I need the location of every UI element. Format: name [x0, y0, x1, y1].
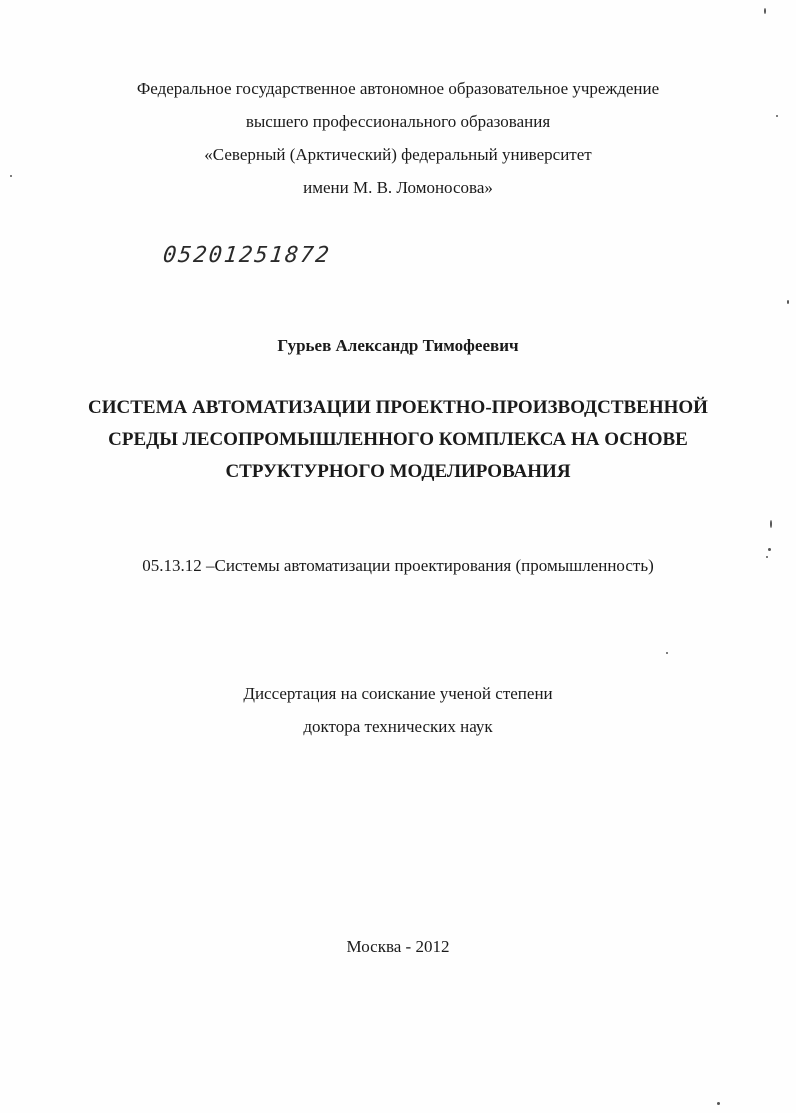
scan-speck	[787, 300, 789, 304]
degree-line-2: доктора технических наук	[303, 717, 493, 736]
scan-mark	[764, 8, 766, 14]
institution-line-3: «Северный (Арктический) федеральный университет	[204, 145, 592, 164]
specialty-code: 05.13.12 –Системы автоматизации проектирования (промышленность)	[142, 556, 654, 575]
city-year: Москва - 2012	[346, 937, 450, 956]
scan-speck	[666, 652, 668, 654]
scan-speck	[768, 548, 771, 551]
institution-line-4: имени М. В. Ломоносова»	[303, 178, 493, 197]
archive-stamp-number: 05201251872	[161, 243, 333, 268]
scan-speck	[766, 556, 768, 558]
institution-line-2: высшего профессионального образования	[245, 112, 551, 131]
institution-line-1: Федеральное государственное автономное образовательное учреждение	[136, 79, 660, 98]
degree-line-1: Диссертация на соискание ученой степени	[243, 684, 553, 703]
thesis-title-line-3: СТРУКТУРНОГО МОДЕЛИРОВАНИЯ	[225, 461, 571, 482]
author-name: Гурьев Александр Тимофеевич	[277, 336, 519, 355]
scan-speck	[717, 1102, 720, 1105]
thesis-title-line-1: СИСТЕМА АВТОМАТИЗАЦИИ ПРОЕКТНО-ПРОИЗВОДСТВЕННОЙ	[88, 397, 708, 418]
scan-mark	[770, 520, 772, 528]
scan-speck	[10, 175, 12, 177]
scan-speck	[776, 115, 778, 117]
thesis-title-line-2: СРЕДЫ ЛЕСОПРОМЫШЛЕННОГО КОМПЛЕКСА НА ОСНОВЕ	[108, 429, 688, 450]
